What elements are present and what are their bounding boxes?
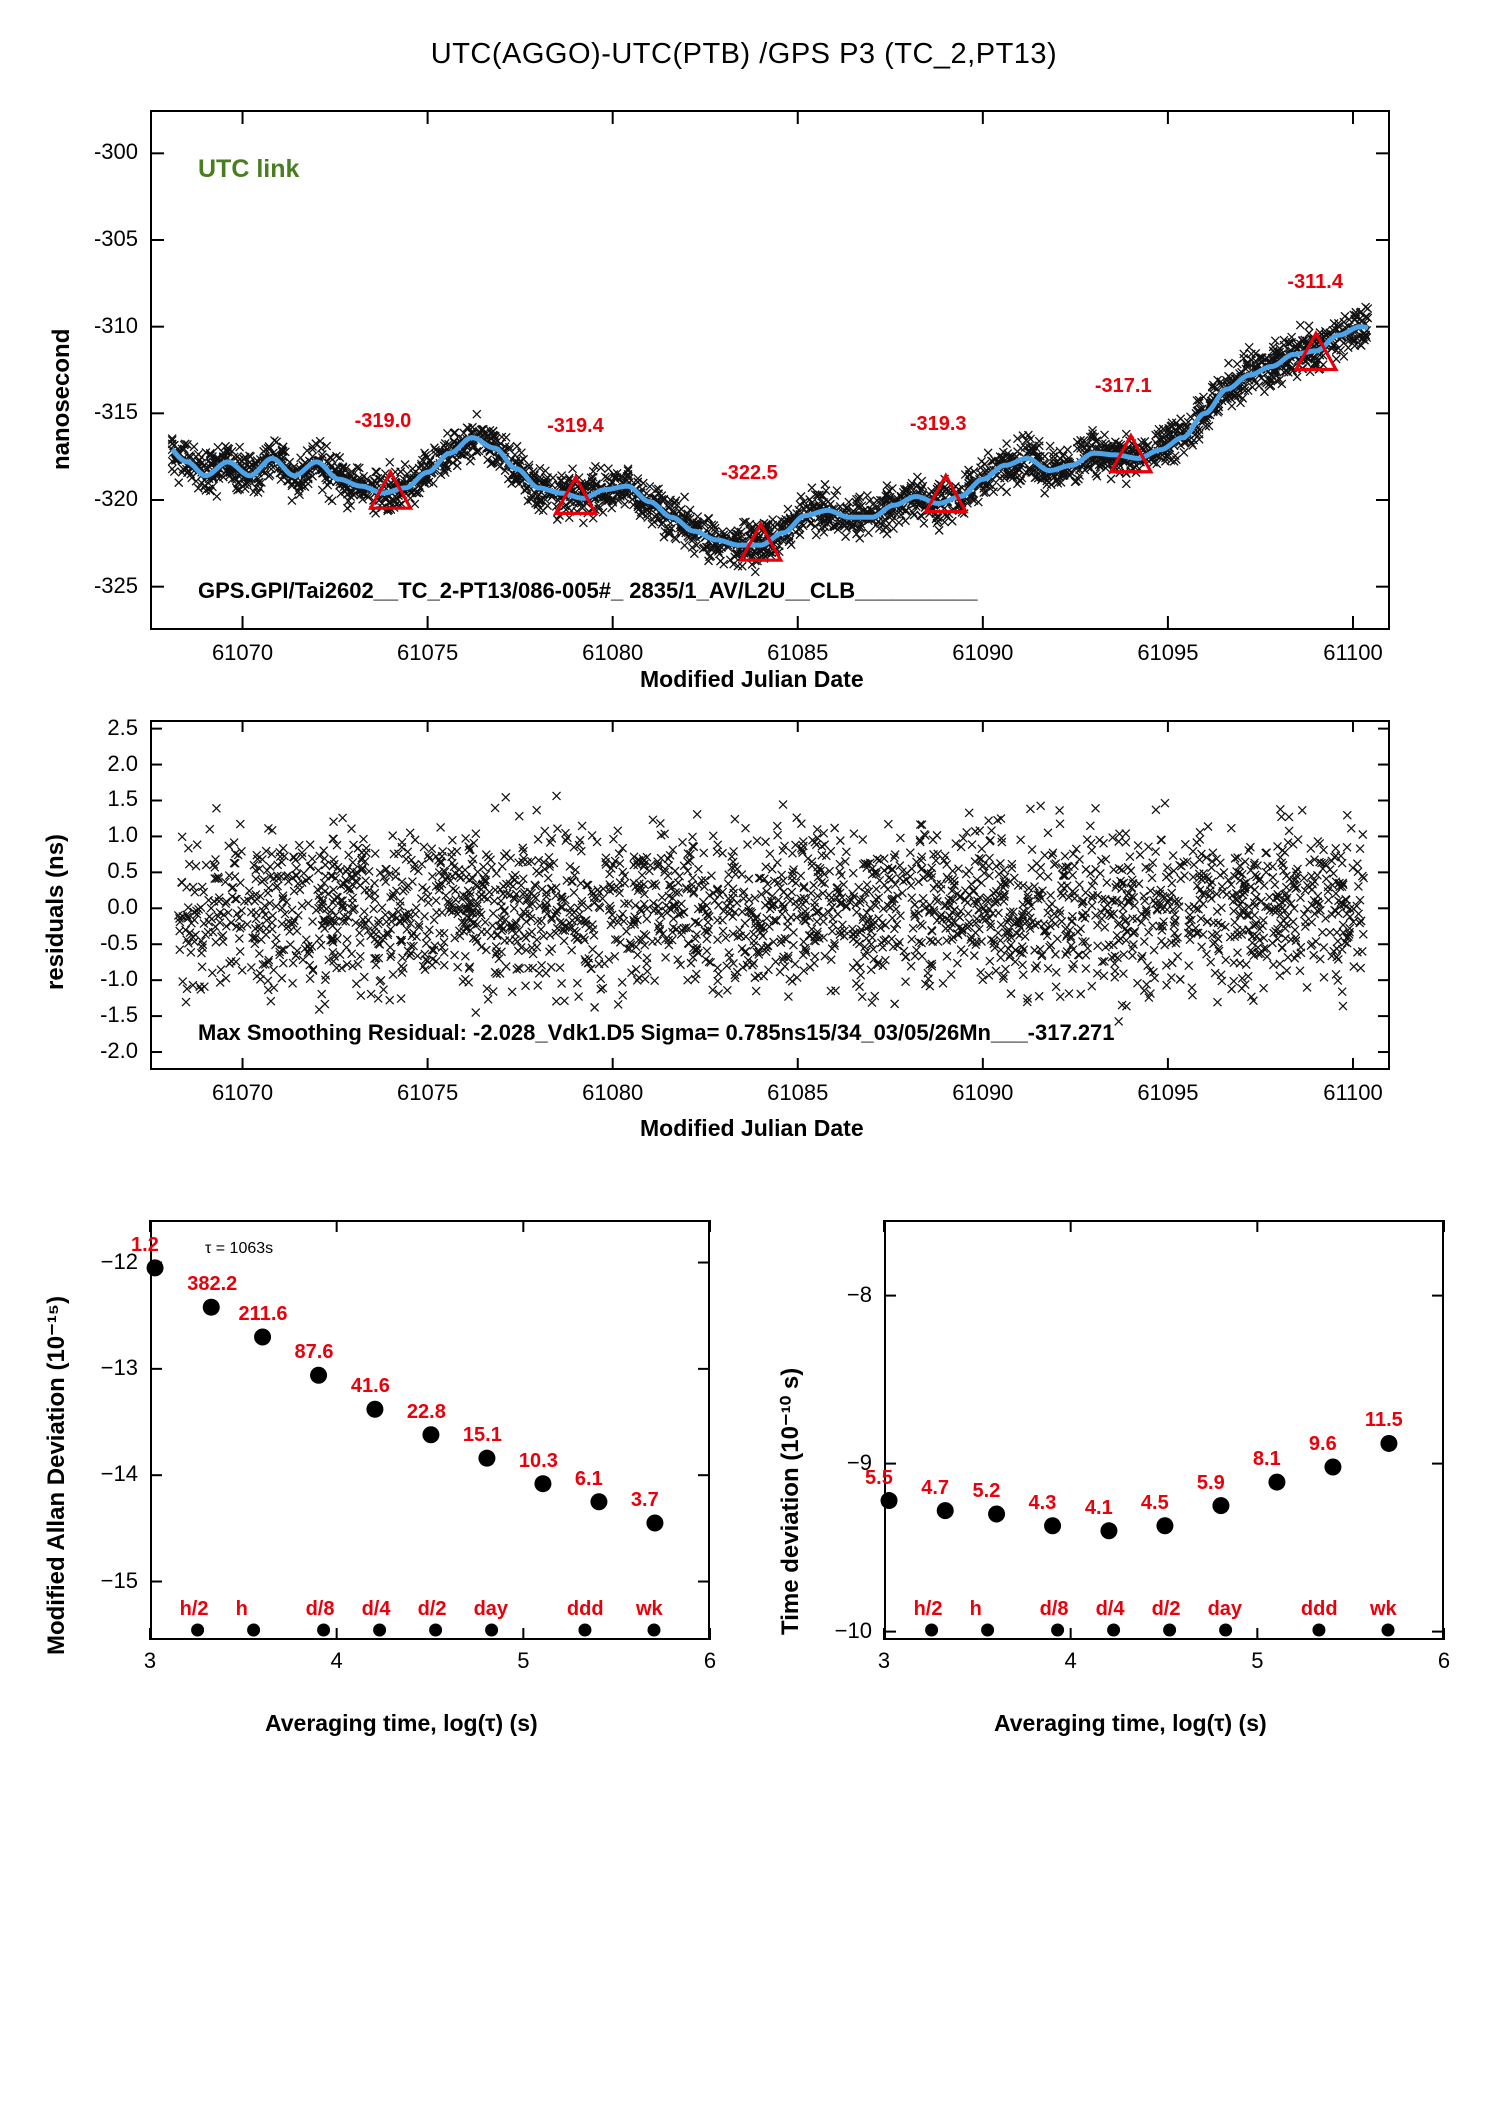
panel3-tau-mark: d/2	[417, 1598, 447, 1620]
panel2-ytick: 1.0	[107, 822, 138, 848]
panel1-xtick: 61095	[1137, 640, 1199, 665]
panel2-plot-frame	[150, 720, 1390, 1070]
panel3-tau-mark: h	[235, 1598, 248, 1620]
panel1-marker-label: -317.1	[1094, 375, 1152, 398]
panel1-xtick: 61075	[397, 640, 459, 665]
panel2-footer-text: Max Smoothing Residual: -2.028_Vdk1.D5 Sigma= 0.785ns15/34_03/05/26Mn___-317.271	[198, 1020, 1115, 1045]
panel4-y-axis-label: Time deviation (10⁻¹⁰ s)	[777, 1367, 804, 1635]
panel4-point-label: 5.5	[865, 1466, 893, 1489]
panel1-ytick: -325	[93, 572, 138, 598]
panel4-tau-mark: d/4	[1095, 1598, 1125, 1620]
panel1-ytick: -300	[93, 139, 138, 165]
panel3-point-label: 1.2	[131, 1233, 159, 1256]
panel2-ytick: -2.0	[100, 1038, 138, 1064]
panel3-point-label: 10.3	[518, 1449, 558, 1472]
panel2-xtick: 61070	[211, 1080, 274, 1105]
panel4-tau-mark: day	[1207, 1598, 1243, 1620]
panel4-xtick: 4	[1064, 1648, 1077, 1673]
panel4-xtick: 6	[1437, 1648, 1451, 1673]
panel3-tau-mark: ddd	[566, 1598, 604, 1620]
panel4-point-label: 11.5	[1364, 1409, 1403, 1432]
panel4-point-label: 5.2	[972, 1480, 1001, 1502]
panel2-xtick: 61095	[1137, 1080, 1199, 1105]
panel3-point-label: 87.6	[294, 1341, 334, 1364]
panel4-tau-mark: wk	[1370, 1598, 1397, 1620]
panel1-footer-text: GPS.GPI/Tai2602__TC_2-PT13/086-005#_ 2835/1_AV/L2U__CLB__________	[198, 578, 978, 603]
panel1-ytick: -315	[93, 399, 138, 425]
panel2-y-axis-label: residuals (ns)	[42, 833, 69, 990]
panel-modified-allan-deviation	[0, 1180, 744, 2105]
panel1-ytick: -320	[93, 486, 138, 511]
panel3-ytick: −15	[100, 1567, 138, 1593]
panel3-ytick: −12	[100, 1248, 138, 1274]
panel3-tau-mark: d/8	[305, 1598, 335, 1620]
panel4-point-label: 8.1	[1252, 1448, 1281, 1471]
panel4-point-label: 4.3	[1028, 1491, 1057, 1514]
panel3-xtick: 4	[330, 1648, 343, 1673]
panel4-tau-mark: ddd	[1300, 1598, 1338, 1620]
panel3-tau-mark: wk	[636, 1598, 663, 1620]
panel1-xtick: 61100	[1323, 640, 1383, 665]
panel3-point-label: 382.2	[187, 1273, 238, 1296]
panel3-ytick: −13	[100, 1354, 138, 1380]
panel4-plot-frame	[884, 1220, 1444, 1640]
panel1-xtick: 61085	[767, 640, 829, 665]
panel2-ytick: -0.5	[100, 930, 138, 956]
panel3-point-label: 22.8	[406, 1400, 446, 1423]
panel2-xtick: 61090	[952, 1080, 1014, 1105]
panel2-ytick: 0.5	[107, 858, 138, 884]
panel2-x-axis-label: Modified Julian Date	[640, 1115, 864, 1141]
panel4-tau-mark: h/2	[913, 1598, 943, 1620]
panel4-point-label: 9.6	[1308, 1432, 1337, 1455]
panel3-y-axis-label: Modified Allan Deviation (10⁻¹⁵)	[43, 1295, 70, 1655]
panel3-tau-mark: d/4	[361, 1598, 391, 1620]
panel2-ytick: -1.5	[100, 1002, 138, 1028]
panel-residuals	[0, 700, 1488, 1180]
panel4-xtick: 3	[877, 1648, 891, 1673]
panel2-ytick: 2.0	[107, 750, 138, 776]
panel1-xtick: 61090	[952, 640, 1014, 665]
panel1-xtick: 61080	[582, 640, 644, 665]
panel3-xtick: 5	[517, 1648, 530, 1673]
panel4-ytick: −10	[834, 1617, 872, 1643]
panel3-point-label: 6.1	[574, 1467, 603, 1490]
panel2-ytick: -1.0	[100, 966, 138, 992]
panel3-point-label: 41.6	[350, 1375, 390, 1398]
panel2-xtick: 61075	[397, 1080, 459, 1105]
panel3-point-label: 211.6	[238, 1302, 288, 1325]
panel3-x-axis-label: Averaging time, log(τ) (s)	[265, 1710, 538, 1736]
panel2-xtick: 61100	[1323, 1080, 1383, 1105]
panel4-point-label: 4.1	[1084, 1496, 1113, 1519]
panel4-tau-mark: d/8	[1039, 1598, 1069, 1620]
panel4-xtick: 5	[1251, 1648, 1264, 1673]
panel1-x-axis-label: Modified Julian Date	[640, 666, 864, 692]
panel1-marker-label: -319.4	[547, 414, 604, 437]
panel2-xtick: 61085	[767, 1080, 829, 1105]
panel3-xtick: 3	[143, 1648, 157, 1673]
panel3-point-label: 15.1	[462, 1424, 502, 1447]
panel2-xtick: 61080	[582, 1080, 644, 1105]
panel1-xtick: 61070	[211, 640, 274, 665]
panel1-marker-label: -319.3	[909, 413, 967, 436]
panel3-ytick: −14	[100, 1461, 138, 1487]
panel3-tau-note: τ = 1063s	[205, 1240, 274, 1257]
panel4-point-label: 5.9	[1196, 1471, 1225, 1494]
panel2-ytick: 0.0	[107, 894, 138, 920]
page-title: UTC(AGGO)-UTC(PTB) /GPS P3 (TC_2,PT13)	[430, 38, 1058, 70]
panel3-tau-mark: h/2	[179, 1598, 209, 1620]
panel1-ytick: -310	[93, 312, 138, 338]
panel3-tau-mark: day	[473, 1598, 509, 1620]
utc-link-badge: UTC link	[198, 155, 300, 183]
panel1-marker-label: -319.0	[354, 409, 412, 432]
panel4-tau-mark: d/2	[1151, 1598, 1181, 1620]
panel2-ytick: 1.5	[107, 786, 138, 812]
panel1-marker-label: -322.5	[721, 461, 778, 484]
panel1-plot-frame	[150, 110, 1390, 630]
panel4-ytick: −8	[846, 1281, 872, 1307]
panel4-point-label: 4.7	[921, 1476, 950, 1499]
panel3-xtick: 6	[703, 1648, 717, 1673]
panel-utc-link	[0, 0, 1488, 700]
panel2-ytick: 2.5	[107, 714, 138, 740]
panel4-point-label: 4.5	[1140, 1491, 1169, 1514]
panel4-ytick: −9	[846, 1449, 872, 1475]
panel4-x-axis-label: Averaging time, log(τ) (s)	[994, 1710, 1267, 1736]
panel1-marker-label: -311.4	[1287, 271, 1343, 294]
panel3-point-label: 3.7	[630, 1489, 659, 1512]
panel1-y-axis-label: nanosecond	[48, 328, 75, 470]
panel1-ytick: -305	[93, 226, 138, 251]
panel4-tau-mark: h	[969, 1598, 982, 1620]
panel-time-deviation	[744, 1180, 1488, 2105]
